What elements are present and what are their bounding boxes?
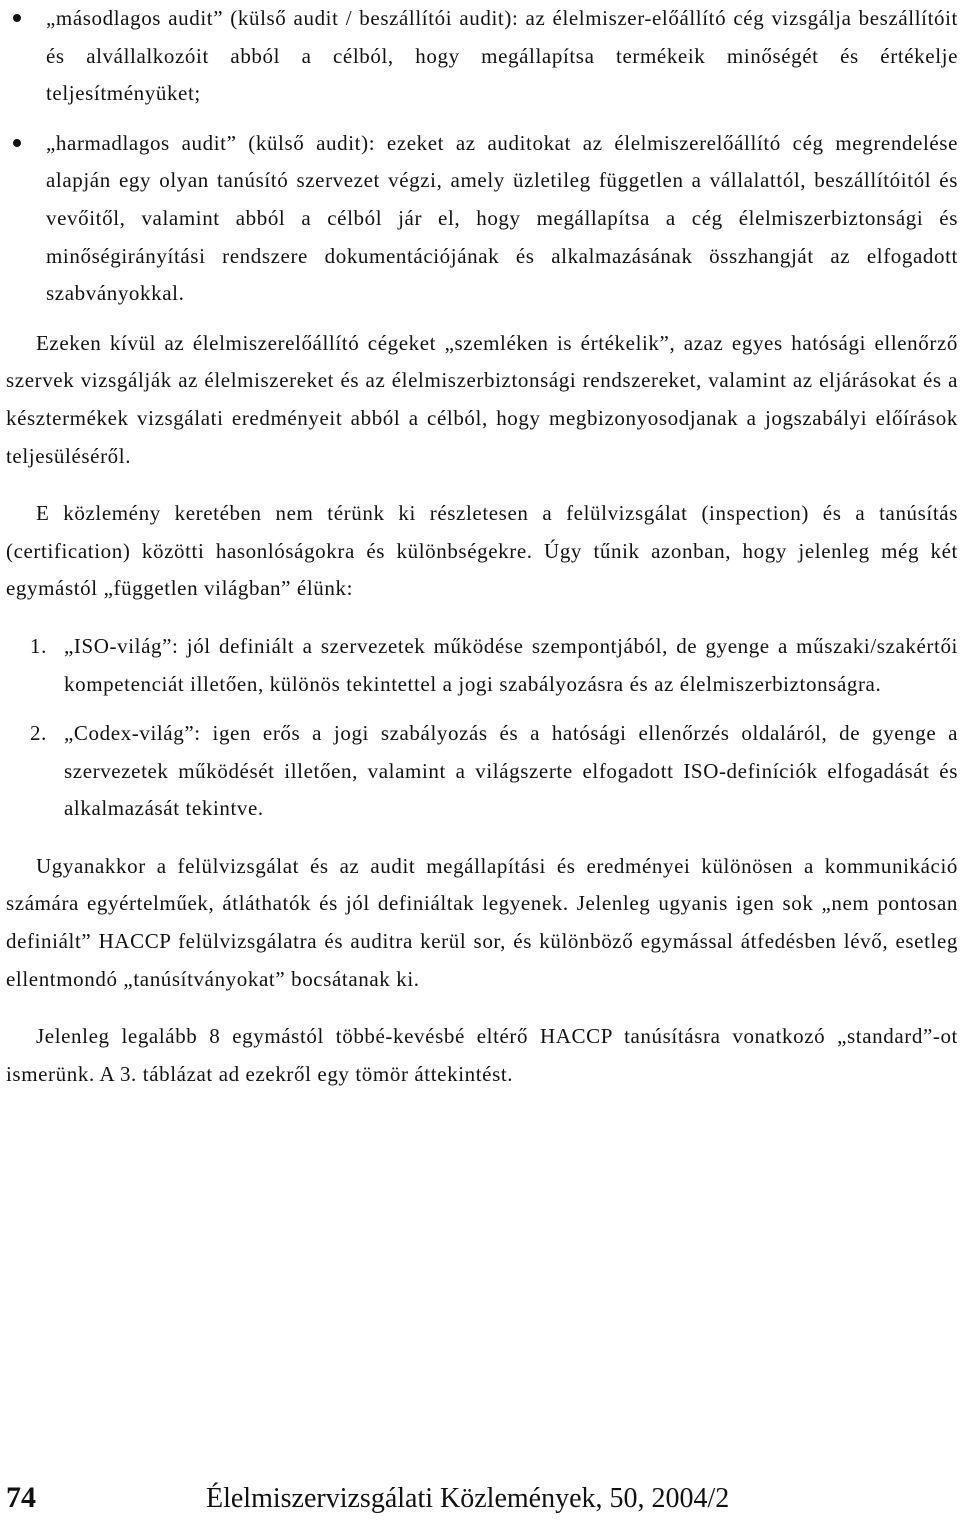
paragraph: Ugyanakkor a felülvizsgálat és az audit megállapítási és eredményei különösen a kommunikáció számára egyértelműek, átláthatók és jól definiáltak legyenek. Jelenleg ugyanis igen sok „nem pontosan definiált” HACCP felülvizsgálatra és auditra kerül sor, és különböző egymással átfedésben lévő, esetleg ellentmondó „tanúsítványokat” bocsátanak ki. — [6, 853, 958, 991]
list-item-text: „ISO-világ”: jól definiált a szervezetek működése szempontjából, de gyenge a műszaki/szakértői kompetenciát illetően, különös tekintettel a jogi szabályozásra és az élelmiszerbiztonságra. — [64, 633, 958, 696]
list-item — [6, 628, 958, 703]
paragraph: Ezeken kívül az élelmiszerelőállító cégeket „szemléken is értékelik”, azaz egyes hatósági ellenőrző szervek vizsgálják az élelmiszereket és az élelmiszerbiztonsági rendszereket, valamint az eljárásokat és a késztermékek vizsgálati eredményeit abból a célból, hogy megbizonyosodjanak a jogszabályi előírások teljesüléséről. — [6, 330, 958, 468]
list-item — [6, 715, 958, 828]
list-number: 1. — [30, 633, 47, 658]
list-item — [6, 0, 958, 113]
bullet-dot-icon — [13, 14, 21, 22]
audit-types-list — [6, 0, 958, 313]
list-item-text: „Codex-világ”: igen erős a jogi szabályozás és a hatósági ellenőrzés oldaláról, de gyenge a szervezetek működését illetően, valamint a világszerte elfogadott ISO-definíciók elfogadását és alkalmazását tekintve. — [64, 721, 958, 821]
list-item — [6, 125, 958, 313]
page-footer — [6, 1480, 958, 1520]
bullet-text: „másodlagos audit” (külső audit / beszállítói audit): az élelmiszer-előállító cég vizsgálja beszállítóit és alvállalkozóit abból a célból, hogy megállapítsa termékeik minőségét és értékelje teljesítményüket; — [46, 6, 958, 106]
document-page — [6, 0, 958, 1113]
worlds-list — [6, 628, 958, 828]
page-number: 74 — [6, 1481, 36, 1514]
bullet-dot-icon — [13, 139, 21, 147]
paragraph: E közlemény keretében nem térünk ki részletesen a felülvizsgálat (inspection) és a tanúsítás (certification) közötti hasonlóságokra és különbségekre. Úgy tűnik azonban, hogy jelenleg még két egymástól „független világban” élünk: — [6, 501, 958, 601]
journal-citation: Élelmiszervizsgálati Közlemények, 50, 2004/2 — [206, 1483, 730, 1514]
paragraph: Jelenleg legalább 8 egymástól többé-kevésbé eltérő HACCP tanúsításra vonatkozó „standard”-ot ismerünk. A 3. táblázat ad ezekről egy tömör áttekintést. — [6, 1024, 958, 1086]
list-number: 2. — [30, 721, 47, 746]
bullet-text: „harmadlagos audit” (külső audit): ezeket az auditokat az élelmiszerelőállító cég megrendelése alapján egy olyan tanúsító szervezet végzi, amely üzletileg független a vállalattól, beszállítóitól és vevőitől, valamint abból a célból jár el, hogy megállapítsa a cég élelmiszerbiztonsági és minőségirányítási rendszere dokumentációjának és alkalmazásának összhangját az elfogadott szabványokkal. — [46, 130, 958, 306]
